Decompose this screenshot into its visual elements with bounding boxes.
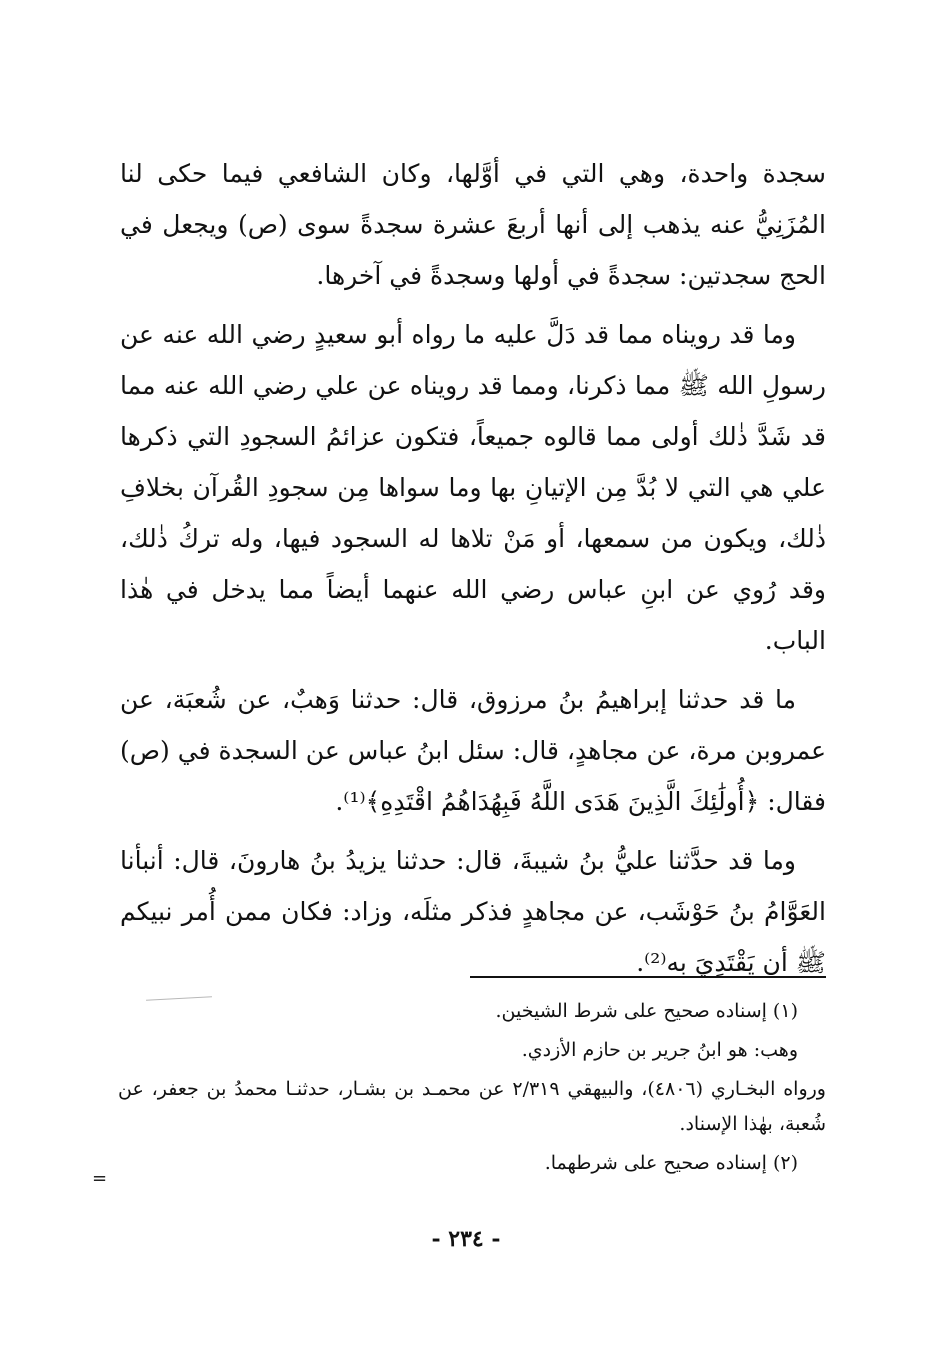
paragraph-2: وما قد رويناه مما قد دَلَّ عليه ما رواه أبو سعيدٍ رضي الله عنه عن رسولِ الله ﷺ مما ذكرنا، ومما قد رويناه عن علي رضي الله عنه مما قد شَدَّ ذٰلك أولى مما قالوه جميعاً، فتكون عزائمُ السجودِ التي ذكرها علي هي التي لا بُدَّ مِن الإتيانِ بها وما سواها مِن سجودِ القُرآن بخلافِ ذٰلك، ويكون من سمعها، أو مَنْ تلاها له السجود فيها، وله تركُ ذٰلك، وقد رُوي عن ابنِ عباس رضي الله عنهما أيضاً مما يدخل في هٰذا الباب. (120, 320, 826, 655)
paragraph-3: ما قد حدثنا إبراهيمُ بنُ مرزوق، قال: حدثنا وَهبٌ، عن شُعبَة، عن عمروبن مرة، عن مجاهدٍ، قال: سئل ابنُ عباس عن السجدة في (ص) فقال: ﴿أُولَٰئِكَ الَّذِينَ هَدَى اللَّهُ فَبِهُدَاهُمُ اقْتَدِهِ﴾⁽¹⁾. (120, 685, 826, 816)
main-text (120, 148, 826, 996)
footnote-1-note-b: ورواه البخـاري (٤٨٠٦)، والبيهقي ٢/٣١٩ عن محمـد بن بشـار، حدثنـا محمدُ بن جعفر، عن شُعبة، بهٰذا الإسناد. (118, 1078, 826, 1135)
paragraph-4: وما قد حدَّثنا عليُّ بنُ شيبةَ، قال: حدثنا يزيدُ بنُ هارونَ، قال: أنبأنا العَوَّامُ بنُ حَوْشَب، عن مجاهدٍ فذكر مثلَه، وزاد: فكان ممن أُمر نبيكم ﷺ أن يَقْتَدِيَ به⁽²⁾. (120, 846, 826, 977)
footnote-2: (٢) إسناده صحيح على شرطهما. (544, 1152, 798, 1174)
footnote-separator (470, 976, 826, 978)
footnotes (118, 994, 826, 1191)
paragraph-1: سجدة واحدة، وهي التي في أوَّلها، وكان الشافعي فيما حكى لنا المُزَنِيُّ عنه يذهب إلى أنها أربعَ عشرة سجدةً سوى (ص) ويجعل في الحج سجدتين: سجدةً في أولها وسجدةً في آخرها. (120, 159, 826, 290)
footnote-1-note-a: وهب: هو ابنُ جرير بن حازم الأزدي. (521, 1039, 798, 1061)
footnote-1: (١) إسناده صحيح على شرط الشيخين. (495, 1000, 798, 1022)
page-number: - ٢٣٤ - (431, 1226, 501, 1252)
margin-mark: = (92, 1168, 108, 1189)
